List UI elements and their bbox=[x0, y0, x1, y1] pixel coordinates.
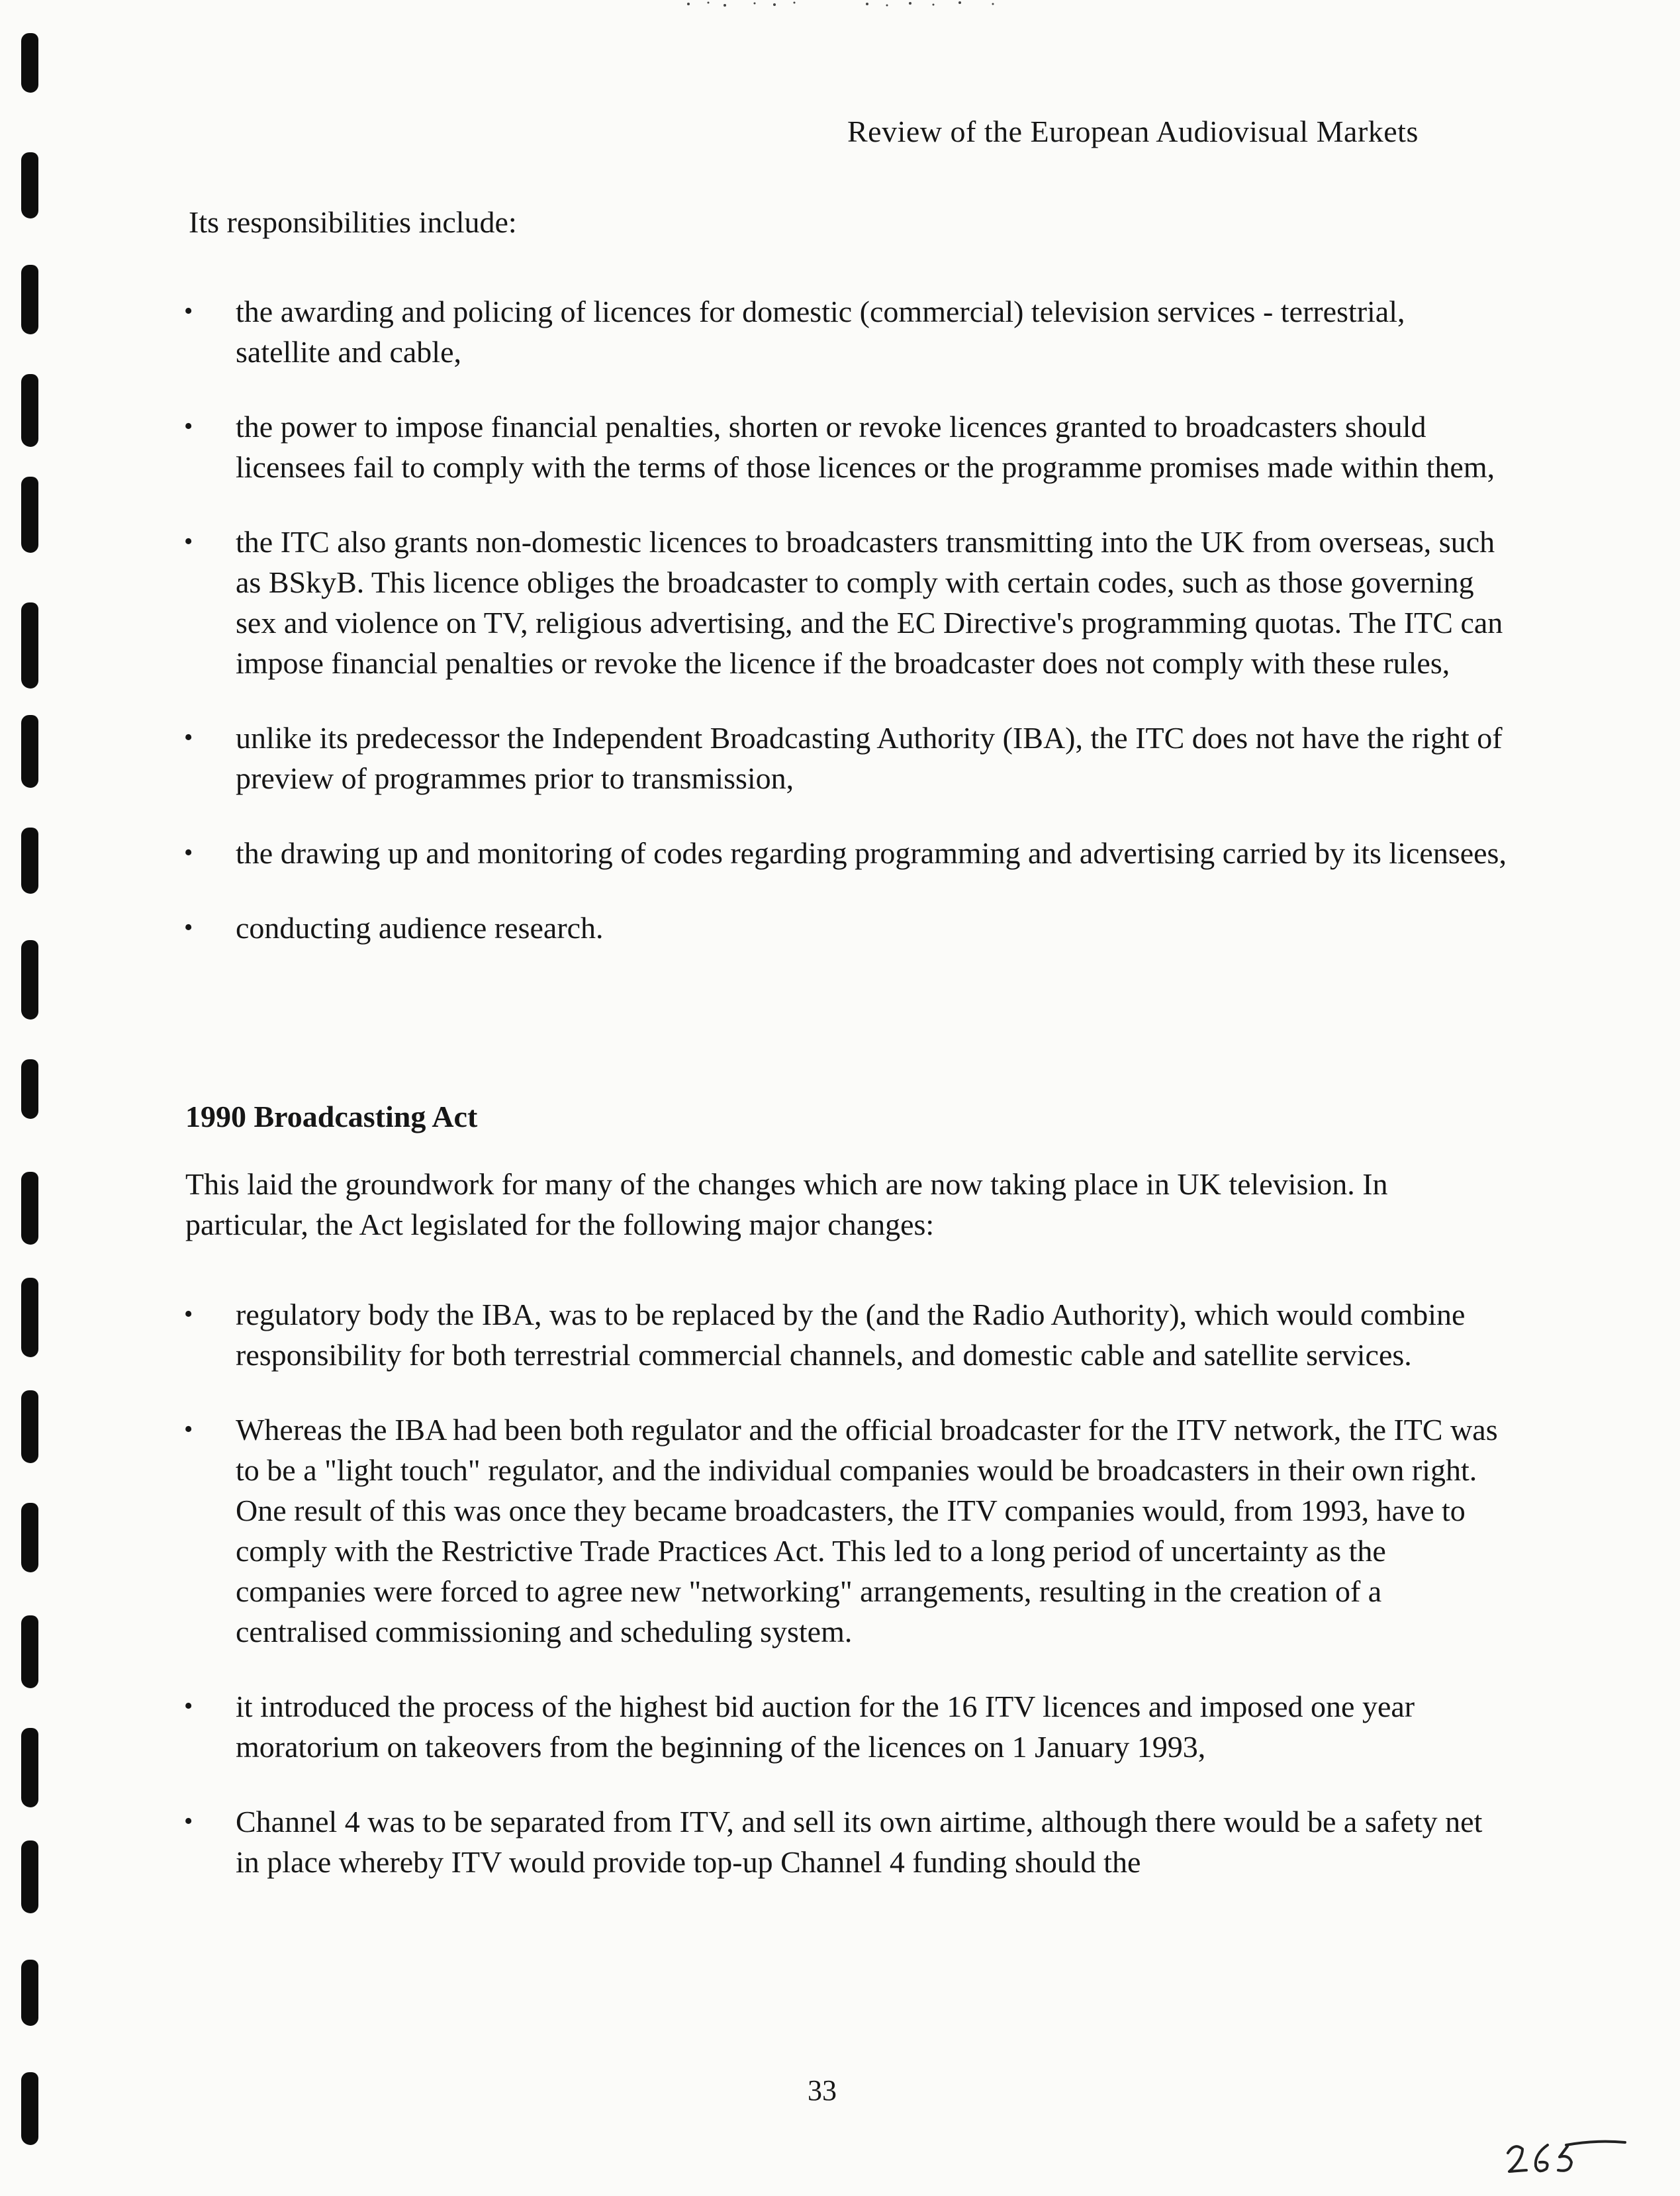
binding-hole bbox=[21, 1960, 38, 2026]
list-item: • conducting audience research. bbox=[179, 908, 1507, 948]
list-item: • Channel 4 was to be separated from ITV, and sell its own airtime, although there would be a safety net in place whereby ITV would provide top-up Channel 4 funding should the bbox=[179, 1801, 1507, 1882]
section-heading: 1990 Broadcasting Act bbox=[185, 1100, 478, 1133]
section-paragraph: This laid the groundwork for many of the changes which are now taking place in UK television. In particular, the Act legislated for the following major changes: bbox=[185, 1167, 1388, 1241]
binding-holes bbox=[8, 0, 48, 2196]
list-item: • the ITC also grants non-domestic licences to broadcasters transmitting into the UK from overseas, such as BSkyB. This licence obliges the broadcaster to comply with certain codes, such as those governing sex and violence on TV, religious advertising, and the EC Directive's programming quotas. The ITC can impose financial penalties or revoke the licence if the broadcaster does not comply with these rules, bbox=[179, 522, 1507, 683]
binding-hole bbox=[21, 828, 38, 894]
binding-hole bbox=[21, 602, 38, 689]
bullet-icon: • bbox=[184, 914, 193, 941]
bullet-icon: • bbox=[184, 724, 193, 751]
binding-hole bbox=[21, 265, 38, 334]
bullet-icon: • bbox=[184, 528, 193, 555]
page-number: 33 bbox=[808, 2074, 837, 2107]
scan-specks bbox=[662, 0, 1033, 15]
list-item: • the power to impose financial penalties, shorten or revoke licences granted to broadcasters should licensees fail to comply with the terms of those licences or the programme promises made within them, bbox=[179, 406, 1507, 487]
bullet-icon: • bbox=[184, 1692, 193, 1720]
bullet-icon: • bbox=[184, 1807, 193, 1835]
changes-list bbox=[179, 1294, 1507, 1882]
list-item: • the drawing up and monitoring of codes regarding programming and advertising carried by its licensees, bbox=[179, 833, 1507, 873]
list-item: • Whereas the IBA had been both regulator and the official broadcaster for the ITV network, the ITC was to be a "light touch" regulator, and the individual companies would be broadcasters in their own right. One result of this was once they became broadcasters, the ITV companies would, from 1993, have to comply with the Restrictive Trade Practices Act. This led to a long period of uncertainty as the companies were forced to agree new "networking" arrangements, resulting in the creation of a centralised commissioning and scheduling system. bbox=[179, 1409, 1507, 1652]
list-item: • unlike its predecessor the Independent Broadcasting Authority (IBA), the ITC does not have the right of preview of programmes prior to transmission, bbox=[179, 718, 1507, 798]
binding-hole bbox=[21, 1503, 38, 1572]
handwritten-page-mark bbox=[1503, 2133, 1628, 2179]
binding-hole bbox=[21, 1278, 38, 1357]
binding-hole bbox=[21, 1059, 38, 1119]
bullet-icon: • bbox=[184, 839, 193, 867]
binding-hole bbox=[21, 715, 38, 788]
binding-hole bbox=[21, 1728, 38, 1807]
bullet-icon: • bbox=[184, 412, 193, 440]
binding-hole bbox=[21, 1390, 38, 1463]
binding-hole bbox=[21, 2072, 38, 2145]
binding-hole bbox=[21, 1172, 38, 1245]
binding-hole bbox=[21, 940, 38, 1020]
responsibilities-list bbox=[179, 291, 1507, 948]
intro-text: Its responsibilities include: bbox=[189, 205, 517, 239]
binding-hole bbox=[21, 1840, 38, 1913]
bullet-icon: • bbox=[184, 1300, 193, 1328]
binding-hole bbox=[21, 1615, 38, 1688]
list-item: • it introduced the process of the highest bid auction for the 16 ITV licences and imposed one year moratorium on takeovers from the beginning of the licences on 1 January 1993, bbox=[179, 1686, 1507, 1767]
list-item: • regulatory body the IBA, was to be replaced by the (and the Radio Authority), which would combine responsibility for both terrestrial commercial channels, and domestic cable and satellite services. bbox=[179, 1294, 1507, 1375]
running-header: Review of the European Audiovisual Markets bbox=[847, 115, 1419, 148]
list-item: • the awarding and policing of licences for domestic (commercial) television services - terrestrial, satellite and cable, bbox=[179, 291, 1507, 372]
binding-hole bbox=[21, 33, 38, 93]
binding-hole bbox=[21, 374, 38, 447]
bullet-icon: • bbox=[184, 297, 193, 325]
binding-hole bbox=[21, 152, 38, 218]
binding-hole bbox=[21, 477, 38, 553]
bullet-icon: • bbox=[184, 1415, 193, 1443]
